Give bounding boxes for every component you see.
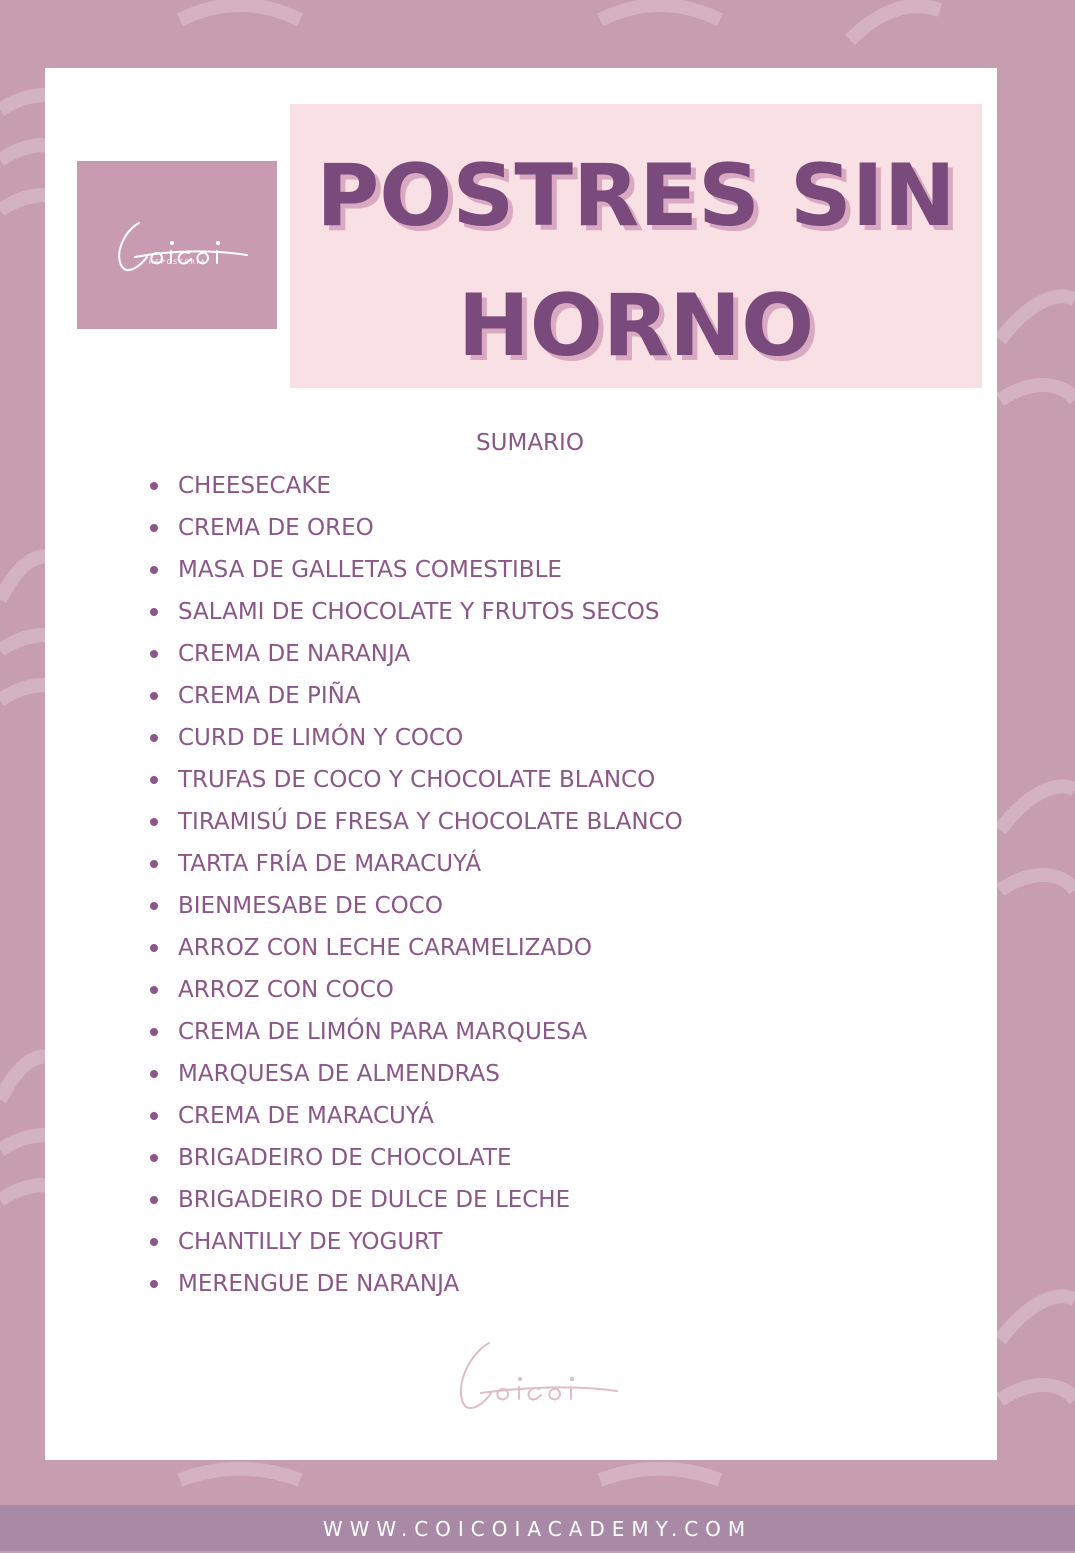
- list-item-label: CREMA DE PIÑA: [178, 683, 361, 709]
- footer-bar: [0, 1505, 1075, 1551]
- bullet-dot-icon: [150, 1070, 158, 1078]
- bullet-dot-icon: [150, 902, 158, 910]
- title-box: [290, 104, 982, 388]
- list-item-label: BRIGADEIRO DE DULCE DE LECHE: [178, 1187, 571, 1213]
- logo-subtitle: REPOSTERIA: [149, 259, 207, 266]
- list-item-label: MERENGUE DE NARANJA: [178, 1271, 460, 1297]
- bullet-dot-icon: [150, 986, 158, 994]
- list-item-label: BIENMESABE DE COCO: [178, 893, 443, 919]
- bullet-dot-icon: [150, 1196, 158, 1204]
- list-item: [150, 720, 683, 762]
- list-item-label: CREMA DE MARACUYÁ: [178, 1103, 434, 1129]
- bullet-dot-icon: [150, 1154, 158, 1162]
- list-item: [150, 1266, 683, 1308]
- list-item-label: MARQUESA DE ALMENDRAS: [178, 1061, 500, 1087]
- page-title-line-2: HORNO: [457, 276, 815, 376]
- summary-heading: SUMARIO: [476, 430, 584, 456]
- bullet-dot-icon: [150, 692, 158, 700]
- bullet-dot-icon: [150, 482, 158, 490]
- list-item: [150, 678, 683, 720]
- list-item: [150, 1224, 683, 1266]
- bullet-dot-icon: [150, 860, 158, 868]
- list-item-label: ARROZ CON LECHE CARAMELIZADO: [178, 935, 592, 961]
- bullet-dot-icon: [150, 1112, 158, 1120]
- list-item: [150, 552, 683, 594]
- list-item-label: CREMA DE LIMÓN PARA MARQUESA: [178, 1019, 588, 1045]
- list-item: [150, 762, 683, 804]
- list-item-label: CREMA DE NARANJA: [178, 641, 411, 667]
- list-item-label: MASA DE GALLETAS COMESTIBLE: [178, 557, 562, 583]
- coicoi-logo-icon: [445, 1333, 625, 1423]
- list-item: [150, 468, 683, 510]
- list-item-label: BRIGADEIRO DE CHOCOLATE: [178, 1145, 512, 1171]
- list-item-label: TARTA FRÍA DE MARACUYÁ: [178, 851, 482, 877]
- content-card: [45, 68, 997, 1460]
- list-item-label: CURD DE LIMÓN Y COCO: [178, 725, 464, 751]
- bullet-dot-icon: [150, 734, 158, 742]
- list-item: [150, 1056, 683, 1098]
- list-item-label: CHANTILLY DE YOGURT: [178, 1229, 443, 1255]
- list-item: [150, 1182, 683, 1224]
- list-item-label: TRUFAS DE COCO Y CHOCOLATE BLANCO: [178, 767, 656, 793]
- bullet-dot-icon: [150, 944, 158, 952]
- brand-logo-box: [77, 161, 277, 329]
- list-item-label: CREMA DE OREO: [178, 515, 374, 541]
- bullet-dot-icon: [150, 566, 158, 574]
- list-item: [150, 972, 683, 1014]
- page-title-line-1: POSTRES SIN: [316, 146, 956, 246]
- bullet-dot-icon: [150, 818, 158, 826]
- list-item: [150, 1014, 683, 1056]
- bullet-dot-icon: [150, 776, 158, 784]
- list-item-label: SALAMI DE CHOCOLATE Y FRUTOS SECOS: [178, 599, 660, 625]
- bullet-dot-icon: [150, 1280, 158, 1288]
- list-item-label: ARROZ CON COCO: [178, 977, 394, 1003]
- bullet-dot-icon: [150, 608, 158, 616]
- bullet-dot-icon: [150, 1028, 158, 1036]
- list-item-label: TIRAMISÚ DE FRESA Y CHOCOLATE BLANCO: [178, 809, 683, 835]
- footer-logo: [445, 1333, 625, 1428]
- list-item: [150, 636, 683, 678]
- list-item-label: CHEESECAKE: [178, 473, 331, 499]
- list-item: [150, 888, 683, 930]
- summary-list: [150, 468, 683, 1308]
- list-item: [150, 510, 683, 552]
- list-item: [150, 804, 683, 846]
- bullet-dot-icon: [150, 650, 158, 658]
- bullet-dot-icon: [150, 524, 158, 532]
- website-link[interactable]: WWW.COICOIACADEMY.COM: [322, 1517, 753, 1541]
- coicoi-logo-icon: [77, 161, 277, 329]
- list-item: [150, 1098, 683, 1140]
- list-item: [150, 846, 683, 888]
- list-item: [150, 594, 683, 636]
- bullet-dot-icon: [150, 1238, 158, 1246]
- list-item: [150, 930, 683, 972]
- list-item: [150, 1140, 683, 1182]
